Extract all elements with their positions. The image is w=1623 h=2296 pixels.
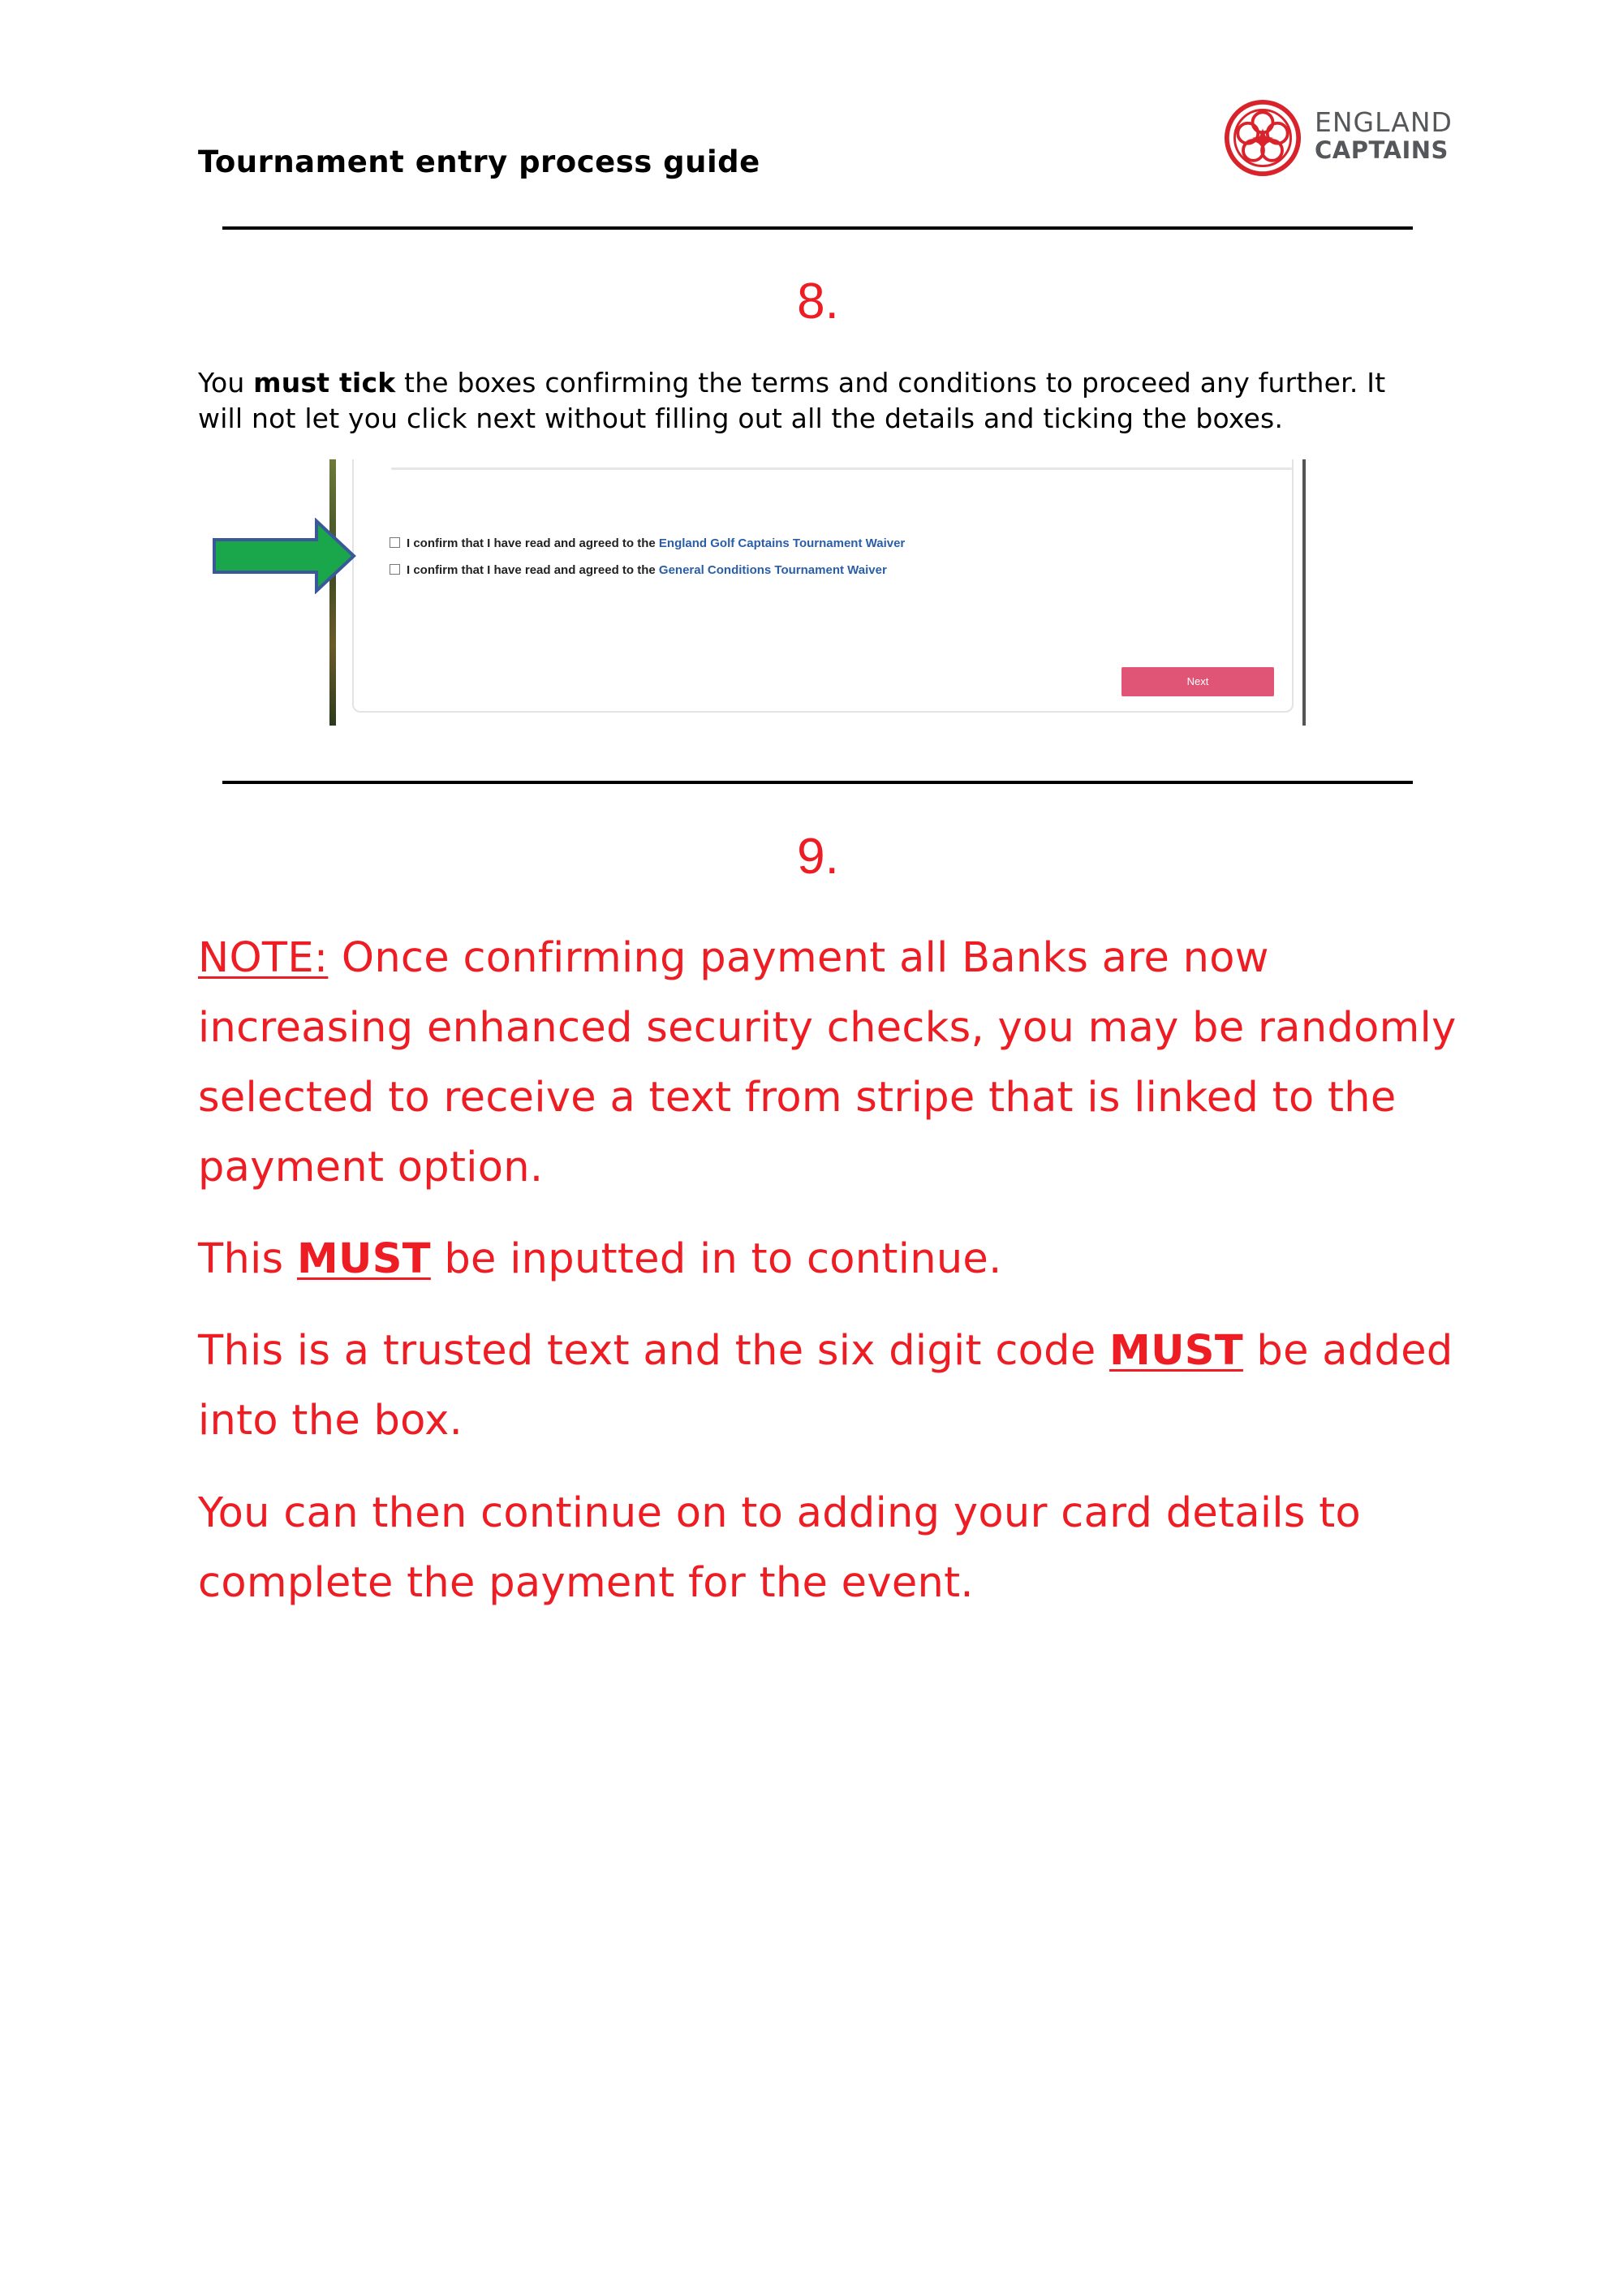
tudor-rose-icon [1224,99,1302,177]
step-9-number: 9. [797,829,839,885]
card-details-paragraph: You can then continue on to adding your card details to complete the payment for the event. [198,1489,1362,1607]
tournament-waiver-link[interactable]: England Golf Captains Tournament Waiver [658,536,906,550]
step-8-text-bold: must tick [253,367,396,398]
checkbox-label: I confirm that I have read and agreed to the [407,536,659,550]
note-label: NOTE: [198,934,329,982]
next-button[interactable]: Next [1121,667,1274,696]
screenshot-right-edge [1302,459,1306,726]
arrow-right-icon [211,518,357,594]
checkbox-label: I confirm that I have read and agreed to the [407,563,659,577]
tournament-waiver-checkbox-row[interactable] [390,536,905,550]
terms-screenshot [329,459,1306,726]
step-8-text-rest: the boxes confirming the terms and conditions to proceed any further. It will not let you click next without filling out all the details and ticking the boxes. [198,367,1386,434]
trusted-text-paragraph [198,1316,1464,1456]
screenshot-field-edge [391,467,1292,470]
logo-wordmark [1315,106,1453,164]
section-divider [222,226,1413,230]
logo-line-england: ENGLAND [1315,106,1453,138]
step-8-instructions [198,365,1431,437]
emphasis-must: MUST [1109,1327,1243,1375]
general-conditions-link[interactable]: General Conditions Tournament Waiver [658,563,887,577]
emphasis-must: MUST [296,1235,431,1283]
step-8-text-start: You [198,367,254,398]
checkbox-icon[interactable] [390,564,400,575]
paragraph-text: This is a trusted text and the six digit code [198,1327,1110,1375]
code-required-paragraph [198,1225,1464,1294]
checkbox-icon[interactable] [390,537,400,548]
payment-security-note [198,924,1464,1203]
document-title: Tournament entry process guide [198,144,760,179]
paragraph-text: be added into the box. [198,1327,1453,1445]
general-conditions-checkbox-row[interactable] [390,563,887,577]
section-divider [222,781,1413,784]
step-8-number: 8. [797,274,839,330]
logo-line-captains: CAPTAINS [1315,136,1449,164]
paragraph-text: be inputted in to continue. [430,1235,1002,1283]
paragraph-text: This [198,1235,297,1283]
england-captains-logo [1224,96,1453,177]
note-text: Once confirming payment all Banks are now increasing enhanced security checks, you may be randomly selected to receive a text from stripe that is linked to the payment option. [198,934,1457,1191]
